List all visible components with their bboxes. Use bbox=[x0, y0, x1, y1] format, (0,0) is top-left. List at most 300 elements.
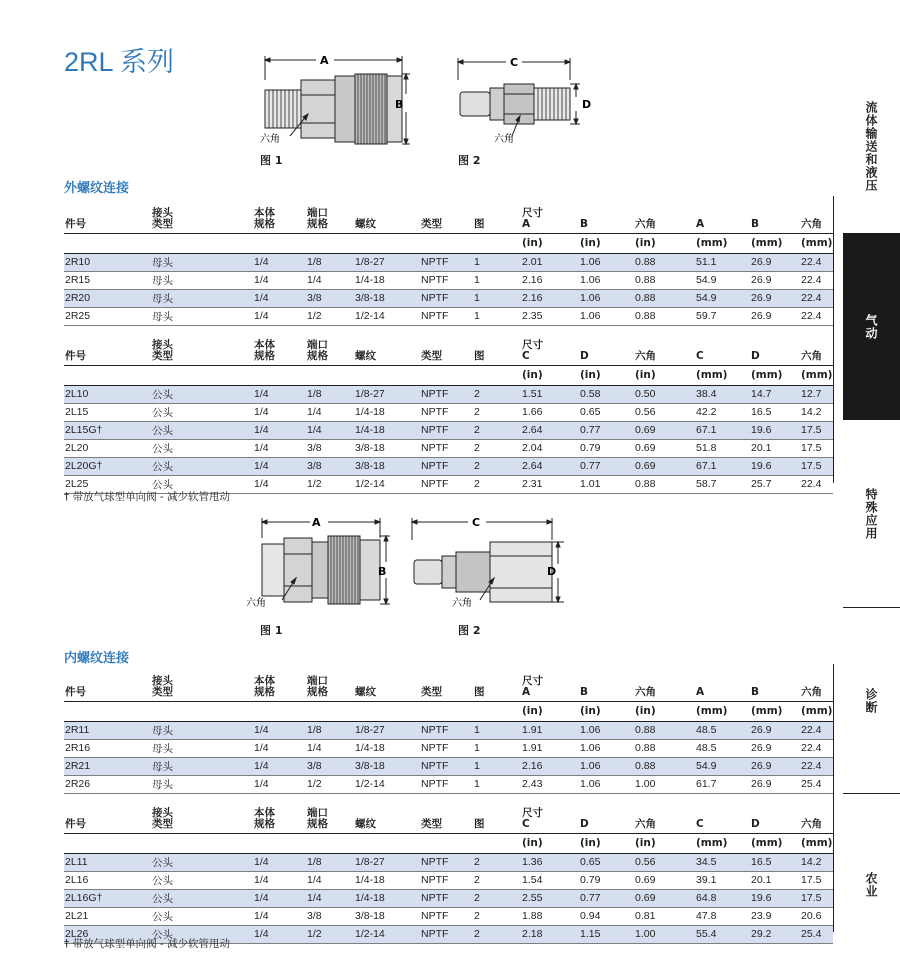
table-cell: NPTF bbox=[421, 256, 449, 268]
table-cell: 1/4 bbox=[254, 856, 269, 868]
unit-cell bbox=[354, 701, 420, 721]
unit-cell: (mm) bbox=[751, 837, 783, 849]
table-cell: 38.4 bbox=[696, 388, 717, 400]
unit-cell bbox=[420, 365, 473, 385]
table-cell: 1/2-14 bbox=[355, 478, 385, 490]
table-cell: 1.01 bbox=[580, 478, 601, 490]
unit-cell: (mm) bbox=[696, 369, 728, 381]
hex-label: 六角 bbox=[452, 598, 472, 609]
header-cell: 端口 规格 bbox=[307, 806, 328, 830]
header-cell: 端口 规格 bbox=[307, 206, 328, 230]
table-cell: 1/4 bbox=[254, 424, 269, 436]
table-cell: 22.4 bbox=[801, 310, 822, 322]
table-header-row bbox=[64, 325, 833, 365]
table-cell: 17.5 bbox=[801, 424, 822, 436]
table-cell: 1 bbox=[474, 256, 480, 268]
unit-cell: (mm) bbox=[801, 237, 833, 249]
table-cell: 2 bbox=[474, 424, 480, 436]
table-cell: 2R20 bbox=[65, 292, 91, 304]
section-title-male-thread: 外螺纹连接 bbox=[64, 181, 130, 196]
header-cell: 六角 bbox=[635, 685, 656, 698]
table-cell: 1.91 bbox=[522, 742, 543, 754]
header-cell: 本体 规格 bbox=[254, 674, 275, 698]
table-cell: 1/4 bbox=[307, 406, 322, 418]
table-cell: NPTF bbox=[421, 892, 449, 904]
header-cell: 本体 规格 bbox=[254, 338, 275, 362]
unit-cell bbox=[151, 701, 253, 721]
spec-table-female-thread bbox=[64, 661, 833, 944]
unit-cell bbox=[473, 233, 521, 253]
header-cell: 类型 bbox=[421, 817, 442, 830]
table-cell: 19.6 bbox=[751, 892, 772, 904]
table-cell: 2 bbox=[474, 442, 480, 454]
table-cell: 1.06 bbox=[580, 778, 601, 790]
table-cell: 1.91 bbox=[522, 724, 543, 736]
table-cell: 2.64 bbox=[522, 460, 543, 472]
table-cell: 51.8 bbox=[696, 442, 717, 454]
header-cell: C bbox=[696, 349, 704, 362]
table-cell: 2.04 bbox=[522, 442, 543, 454]
table-cell: 25.7 bbox=[751, 478, 772, 490]
table-cell: NPTF bbox=[421, 406, 449, 418]
table-cell: 2L11 bbox=[65, 856, 88, 868]
table-cell: 1/4 bbox=[254, 742, 269, 754]
table-cell: 2L25 bbox=[65, 478, 89, 490]
header-cell: A bbox=[696, 685, 705, 698]
unit-cell bbox=[64, 233, 151, 253]
table-cell: 1.51 bbox=[522, 388, 543, 400]
side-tab-agriculture[interactable]: 农业 bbox=[864, 871, 878, 898]
side-tab-pneumatic[interactable]: 气动 bbox=[843, 233, 900, 420]
header-cell: D bbox=[580, 349, 589, 362]
table-cell: 2.16 bbox=[522, 274, 543, 286]
table-cell: 母头 bbox=[152, 742, 173, 755]
table-cell: 2 bbox=[474, 388, 480, 400]
units-row bbox=[64, 833, 833, 853]
unit-cell: (mm) bbox=[751, 369, 783, 381]
table-cell: 1/2 bbox=[307, 310, 322, 322]
table-cell: 2R11 bbox=[65, 724, 90, 736]
table-cell: NPTF bbox=[421, 874, 449, 886]
header-cell: 端口 规格 bbox=[307, 338, 328, 362]
fig2-label: 图 2 bbox=[458, 154, 481, 167]
table-cell: 1/4-18 bbox=[355, 274, 385, 286]
table-cell: 母头 bbox=[152, 274, 173, 287]
table-cell: NPTF bbox=[421, 424, 449, 436]
table-cell: NPTF bbox=[421, 388, 449, 400]
table-cell: 67.1 bbox=[696, 424, 717, 436]
table-cell: 16.5 bbox=[751, 406, 772, 418]
table-cell: 1/4 bbox=[254, 910, 269, 922]
table-row bbox=[64, 439, 833, 457]
header-cell: B bbox=[580, 217, 589, 230]
table-cell: 61.7 bbox=[696, 778, 717, 790]
unit-cell: (in) bbox=[522, 237, 543, 249]
table-cell: 0.88 bbox=[635, 760, 656, 772]
unit-cell bbox=[306, 233, 354, 253]
table-cell: 1.15 bbox=[580, 928, 601, 940]
table-cell: 2.16 bbox=[522, 760, 543, 772]
table-cell: 1.54 bbox=[522, 874, 543, 886]
section-title-female-thread: 内螺纹连接 bbox=[64, 651, 130, 666]
table-cell: 47.8 bbox=[696, 910, 717, 922]
table-row bbox=[64, 889, 833, 907]
table-cell: 公头 bbox=[152, 892, 173, 905]
table-cell: NPTF bbox=[421, 856, 449, 868]
table-cell: 2L20 bbox=[65, 442, 89, 454]
table-cell: 1/4 bbox=[254, 442, 269, 454]
unit-cell bbox=[473, 701, 521, 721]
table-cell: 1/2 bbox=[307, 478, 322, 490]
table-cell: NPTF bbox=[421, 928, 449, 940]
table-cell: NPTF bbox=[421, 292, 449, 304]
header-cell: 螺纹 bbox=[355, 685, 376, 698]
table-cell: 1/4-18 bbox=[355, 424, 385, 436]
unit-cell bbox=[253, 365, 306, 385]
table-cell: 0.94 bbox=[580, 910, 601, 922]
dim-label-b: B bbox=[378, 565, 387, 578]
table-cell: 公头 bbox=[152, 406, 173, 419]
table-cell: 19.6 bbox=[751, 460, 772, 472]
header-cell: 件号 bbox=[65, 217, 86, 230]
table-cell: 1 bbox=[474, 724, 480, 736]
table-cell: 2R15 bbox=[65, 274, 91, 286]
table-cell: 公头 bbox=[152, 856, 173, 869]
table-cell: 0.69 bbox=[635, 892, 656, 904]
table-cell: 2L16G† bbox=[65, 892, 103, 904]
plug-diagram-fig2-female bbox=[408, 512, 578, 617]
table-cell: 0.77 bbox=[580, 892, 601, 904]
table-cell: 0.50 bbox=[635, 388, 656, 400]
table-header-row bbox=[64, 193, 833, 233]
table-row bbox=[64, 403, 833, 421]
header-cell: 六角 bbox=[801, 349, 822, 362]
table-cell: NPTF bbox=[421, 274, 449, 286]
header-cell: 类型 bbox=[421, 217, 442, 230]
table-cell: 3/8-18 bbox=[355, 460, 385, 472]
hex-label: 六角 bbox=[494, 134, 514, 145]
table-cell: 17.5 bbox=[801, 874, 822, 886]
table-cell: 1/4-18 bbox=[355, 406, 385, 418]
table-cell: 1.06 bbox=[580, 742, 601, 754]
table-cell: 1/4 bbox=[254, 406, 269, 418]
table-cell: 1/8-27 bbox=[355, 724, 385, 736]
header-cell: 六角 bbox=[635, 349, 656, 362]
table-cell: 1 bbox=[474, 742, 480, 754]
table-cell: 67.1 bbox=[696, 460, 717, 472]
header-cell: 本体 规格 bbox=[254, 806, 275, 830]
table-cell: 26.9 bbox=[751, 310, 772, 322]
table-cell: 1/4 bbox=[254, 460, 269, 472]
table-cell: 17.5 bbox=[801, 892, 822, 904]
table-cell: 26.9 bbox=[751, 742, 772, 754]
table-cell: 1.36 bbox=[522, 856, 543, 868]
dim-label-a: A bbox=[312, 516, 321, 529]
header-cell: B bbox=[580, 685, 589, 698]
table-cell: 14.7 bbox=[751, 388, 772, 400]
table-cell: 公头 bbox=[152, 910, 173, 923]
table-cell: 0.77 bbox=[580, 424, 601, 436]
table-cell: 3/8 bbox=[307, 760, 322, 772]
table-cell: 1/8-27 bbox=[355, 388, 385, 400]
plug-diagram-fig2-male bbox=[452, 54, 612, 154]
table-cell: 22.4 bbox=[801, 742, 822, 754]
header-cell: 尺寸 A bbox=[522, 674, 543, 698]
table-cell: 母头 bbox=[152, 256, 173, 269]
unit-cell bbox=[151, 233, 253, 253]
table-cell: 22.4 bbox=[801, 478, 822, 490]
table-cell: 2L21 bbox=[65, 910, 89, 922]
table-cell: 1/8-27 bbox=[355, 256, 385, 268]
table-cell: 公头 bbox=[152, 424, 173, 437]
table-cell: 39.1 bbox=[696, 874, 717, 886]
table-cell: 母头 bbox=[152, 292, 173, 305]
table-cell: 公头 bbox=[152, 442, 173, 455]
table-cell: 0.56 bbox=[635, 856, 656, 868]
table-cell: 1.06 bbox=[580, 256, 601, 268]
table-cell: 22.4 bbox=[801, 760, 822, 772]
table-cell: 20.1 bbox=[751, 442, 772, 454]
table-cell: 22.4 bbox=[801, 274, 822, 286]
table-cell: 1.06 bbox=[580, 274, 601, 286]
table-cell: 1.06 bbox=[580, 310, 601, 322]
table-cell: 2.01 bbox=[522, 256, 543, 268]
unit-cell: (mm) bbox=[696, 237, 728, 249]
table-row bbox=[64, 853, 833, 871]
table-cell: 19.6 bbox=[751, 424, 772, 436]
table-cell: 3/8 bbox=[307, 460, 322, 472]
header-cell: 接头 类型 bbox=[152, 806, 173, 830]
unit-cell bbox=[420, 833, 473, 853]
table-row bbox=[64, 757, 833, 775]
table-row bbox=[64, 871, 833, 889]
table-cell: 1/4-18 bbox=[355, 892, 385, 904]
unit-cell: (mm) bbox=[696, 705, 728, 717]
unit-cell bbox=[306, 365, 354, 385]
table-cell: NPTF bbox=[421, 778, 449, 790]
unit-cell: (in) bbox=[635, 837, 656, 849]
table-cell: 母头 bbox=[152, 310, 173, 323]
table-cell: 1/4-18 bbox=[355, 742, 385, 754]
header-cell: 类型 bbox=[421, 685, 442, 698]
unit-cell bbox=[151, 365, 253, 385]
table-cell: 2L15G† bbox=[65, 424, 103, 436]
page-title: 2RL 系列 bbox=[64, 47, 175, 77]
table-cell: 2 bbox=[474, 406, 480, 418]
units-row bbox=[64, 365, 833, 385]
table-cell: 母头 bbox=[152, 778, 173, 791]
table-cell: 26.9 bbox=[751, 292, 772, 304]
table-cell: 0.88 bbox=[635, 478, 656, 490]
header-cell: 尺寸 A bbox=[522, 206, 543, 230]
table-cell: 3/8 bbox=[307, 442, 322, 454]
table-cell: 1/2 bbox=[307, 928, 322, 940]
table-row bbox=[64, 289, 833, 307]
table-row bbox=[64, 739, 833, 757]
table-cell: 1 bbox=[474, 292, 480, 304]
table-cell: 1/8 bbox=[307, 256, 322, 268]
table-row bbox=[64, 271, 833, 289]
unit-cell bbox=[253, 833, 306, 853]
header-cell: 接头 类型 bbox=[152, 674, 173, 698]
table-cell: 26.9 bbox=[751, 274, 772, 286]
unit-cell: (mm) bbox=[801, 705, 833, 717]
header-cell: 图 bbox=[474, 217, 485, 230]
table-row bbox=[64, 385, 833, 403]
table-cell: 0.65 bbox=[580, 406, 601, 418]
table-cell: 51.1 bbox=[696, 256, 717, 268]
header-cell: 本体 规格 bbox=[254, 206, 275, 230]
table-cell: 1/8-27 bbox=[355, 856, 385, 868]
unit-cell: (in) bbox=[635, 369, 656, 381]
table-cell: 1/4 bbox=[307, 874, 322, 886]
header-cell: 六角 bbox=[635, 217, 656, 230]
table-cell: 26.9 bbox=[751, 256, 772, 268]
side-tab-diagnostics[interactable]: 诊断 bbox=[864, 687, 878, 714]
side-tab-fluid-hydraulic[interactable]: 流体输送和液压 bbox=[864, 100, 878, 192]
table-cell: 2 bbox=[474, 856, 480, 868]
table-cell: NPTF bbox=[421, 310, 449, 322]
header-cell: 件号 bbox=[65, 349, 86, 362]
unit-cell bbox=[64, 365, 151, 385]
table-cell: 1/8 bbox=[307, 856, 322, 868]
table-cell: 公头 bbox=[152, 388, 173, 401]
table-cell: 母头 bbox=[152, 724, 173, 737]
table-cell: 0.69 bbox=[635, 874, 656, 886]
unit-cell bbox=[151, 833, 253, 853]
header-cell: 六角 bbox=[635, 817, 656, 830]
unit-cell bbox=[354, 233, 420, 253]
table-cell: 母头 bbox=[152, 760, 173, 773]
table-cell: 0.81 bbox=[635, 910, 656, 922]
table-cell: 2.55 bbox=[522, 892, 543, 904]
table-cell: 3/8-18 bbox=[355, 292, 385, 304]
header-cell: 接头 类型 bbox=[152, 206, 173, 230]
header-cell: D bbox=[580, 817, 589, 830]
table-cell: 55.4 bbox=[696, 928, 717, 940]
side-tab-special-applications[interactable]: 特殊应用 bbox=[864, 488, 878, 540]
footnote: † 带放气球型单向阀 - 减少软管甩动 bbox=[64, 491, 231, 503]
table-cell: 1/4 bbox=[254, 778, 269, 790]
unit-cell: (in) bbox=[522, 837, 543, 849]
table-cell: 2.35 bbox=[522, 310, 543, 322]
unit-cell bbox=[473, 365, 521, 385]
coupler-diagram-fig1-male bbox=[240, 46, 415, 166]
hex-label: 六角 bbox=[246, 598, 266, 609]
table-cell: 1.00 bbox=[635, 778, 656, 790]
hex-label: 六角 bbox=[260, 134, 280, 145]
header-cell: 端口 规格 bbox=[307, 674, 328, 698]
table-row bbox=[64, 721, 833, 739]
table-header-row bbox=[64, 793, 833, 833]
table-cell: 0.65 bbox=[580, 856, 601, 868]
table-cell: 公头 bbox=[152, 478, 173, 491]
table-cell: 1.66 bbox=[522, 406, 543, 418]
header-cell: 类型 bbox=[421, 349, 442, 362]
header-cell: 图 bbox=[474, 349, 485, 362]
table-cell: 34.5 bbox=[696, 856, 717, 868]
table-cell: 1 bbox=[474, 760, 480, 772]
unit-cell bbox=[306, 833, 354, 853]
table-cell: 2 bbox=[474, 928, 480, 940]
table-cell: 17.5 bbox=[801, 460, 822, 472]
table-cell: 20.1 bbox=[751, 874, 772, 886]
unit-cell bbox=[354, 365, 420, 385]
table-cell: 0.69 bbox=[635, 424, 656, 436]
table-cell: 29.2 bbox=[751, 928, 772, 940]
table-header-row bbox=[64, 661, 833, 701]
table-cell: 3/8 bbox=[307, 292, 322, 304]
table-cell: 1/4 bbox=[254, 478, 269, 490]
table-cell: 0.58 bbox=[580, 388, 601, 400]
unit-cell: (mm) bbox=[801, 369, 833, 381]
table-cell: 0.88 bbox=[635, 292, 656, 304]
table-cell: 1/8 bbox=[307, 724, 322, 736]
table-cell: 1/2-14 bbox=[355, 928, 385, 940]
header-cell: B bbox=[751, 685, 760, 698]
unit-cell: (in) bbox=[580, 369, 601, 381]
table-cell: 2.64 bbox=[522, 424, 543, 436]
table-cell: 12.7 bbox=[801, 388, 822, 400]
table-cell: 17.5 bbox=[801, 442, 822, 454]
table-cell: 23.9 bbox=[751, 910, 772, 922]
table-cell: 1.06 bbox=[580, 292, 601, 304]
unit-cell: (mm) bbox=[751, 705, 783, 717]
unit-cell bbox=[64, 701, 151, 721]
table-cell: 1/4 bbox=[254, 874, 269, 886]
table-cell: 2R10 bbox=[65, 256, 91, 268]
table-cell: 2.18 bbox=[522, 928, 543, 940]
dim-label-c: C bbox=[472, 516, 481, 529]
table-cell: NPTF bbox=[421, 742, 449, 754]
header-cell: D bbox=[751, 817, 760, 830]
table-cell: 2.31 bbox=[522, 478, 543, 490]
header-cell: 螺纹 bbox=[355, 817, 376, 830]
header-cell: 螺纹 bbox=[355, 349, 376, 362]
table-row bbox=[64, 775, 833, 793]
table-cell: NPTF bbox=[421, 460, 449, 472]
header-cell: 尺寸 C bbox=[522, 806, 543, 830]
table-cell: 1 bbox=[474, 310, 480, 322]
unit-cell: (in) bbox=[522, 705, 543, 717]
header-cell: 六角 bbox=[801, 217, 822, 230]
dim-label-d: D bbox=[547, 565, 557, 578]
table-cell: NPTF bbox=[421, 724, 449, 736]
spec-table-male-thread bbox=[64, 193, 833, 494]
unit-cell: (mm) bbox=[801, 837, 833, 849]
table-cell: 1/2 bbox=[307, 778, 322, 790]
unit-cell bbox=[420, 233, 473, 253]
table-cell: 14.2 bbox=[801, 406, 822, 418]
unit-cell: (mm) bbox=[751, 237, 783, 249]
table-cell: 0.88 bbox=[635, 310, 656, 322]
unit-cell bbox=[473, 833, 521, 853]
table-cell: 1.00 bbox=[635, 928, 656, 940]
table-cell: 54.9 bbox=[696, 292, 717, 304]
table-cell: 1/2-14 bbox=[355, 778, 385, 790]
table-cell: 1/4 bbox=[254, 760, 269, 772]
table-cell: 2L20G† bbox=[65, 460, 103, 472]
table-cell: 1/4 bbox=[254, 292, 269, 304]
table-cell: 54.9 bbox=[696, 274, 717, 286]
table-cell: 22.4 bbox=[801, 292, 822, 304]
unit-cell bbox=[253, 701, 306, 721]
table-cell: 26.9 bbox=[751, 760, 772, 772]
header-cell: 尺寸 C bbox=[522, 338, 543, 362]
table-cell: 2.16 bbox=[522, 292, 543, 304]
header-cell: D bbox=[751, 349, 760, 362]
table-cell: 1/4 bbox=[307, 892, 322, 904]
